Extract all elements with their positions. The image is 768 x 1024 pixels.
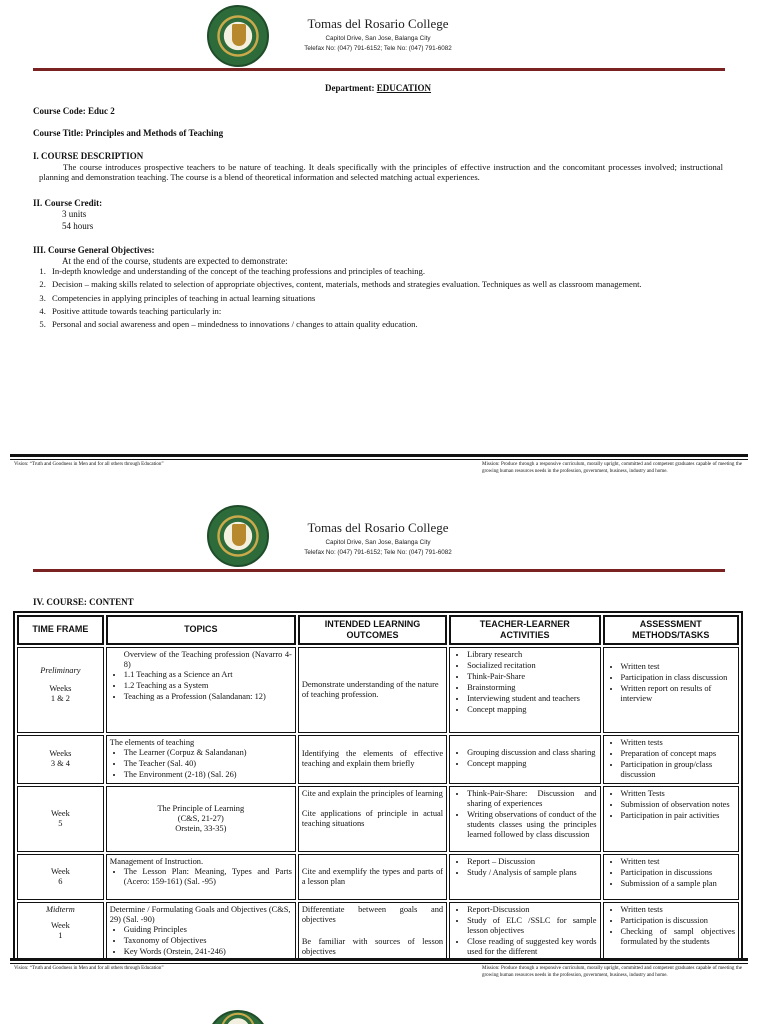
activities-cell <box>449 647 600 733</box>
time-frame-cell <box>17 854 104 900</box>
assessment-item: • Written test <box>621 857 735 867</box>
activity-item: • Think-Pair-Share: Discussion and sharing of experiences <box>467 789 596 809</box>
topic-item: • The Learner (Corpuz & Salandanan) <box>124 748 292 758</box>
objectives-intro: At the end of the course, students are expected to demonstrate: <box>62 256 288 266</box>
topics-cell <box>106 735 296 784</box>
column-header: TOPICS <box>106 615 296 645</box>
time-frame-cell <box>17 647 104 733</box>
credit-hours: 54 hours <box>62 221 94 231</box>
activity-item: • Concept mapping <box>467 759 596 769</box>
activity-item: • Study of ELC /SSLC for sample lesson objectives <box>467 916 596 936</box>
assessment-cell <box>603 735 739 784</box>
topic-line: The Principle of Learning <box>157 803 245 813</box>
column-header: INTENDED LEARNING OUTCOMES <box>298 615 447 645</box>
outcomes-cell <box>298 647 447 733</box>
topic-intro: The elements of teaching <box>109 737 195 747</box>
activity-list <box>453 905 596 957</box>
activity-item: • Brainstorming <box>467 683 596 693</box>
footer-divider <box>10 958 748 961</box>
activity-item: • Grouping discussion and class sharing <box>467 748 596 758</box>
credit-heading: II. Course Credit: <box>33 198 103 208</box>
topic-intro: Overview of the Teaching profession (Navarro 4-8) <box>123 649 292 669</box>
description-heading: I. COURSE DESCRIPTION <box>33 151 144 161</box>
assessment-item: • Written test <box>621 662 735 672</box>
header-divider <box>33 569 725 572</box>
college-address: Capitol Drive, San Jose, Balanga City <box>325 538 431 546</box>
department-label: Department: <box>324 83 375 93</box>
topic-list <box>110 670 292 702</box>
week-label: Week <box>50 808 70 818</box>
assessment-item: • Written tests <box>621 905 735 915</box>
week-number: 6 <box>58 876 63 886</box>
time-frame-cell <box>17 735 104 784</box>
topic-list <box>110 748 292 780</box>
table-header-row <box>17 615 739 645</box>
assessment-item: • Checking of sampl objectives formulated by the students <box>621 927 735 947</box>
activity-item: • Report-Discussion <box>467 905 596 915</box>
assessment-item: • Participation in pair activities <box>621 811 735 821</box>
description-text <box>39 162 723 183</box>
activity-item: • Socialized recitation <box>467 661 596 671</box>
outcomes-cell <box>298 735 447 784</box>
topics-cell <box>106 647 296 733</box>
description-text-body: The course introduces prospective teachers to be nature of teaching. It deals specifically with the principles of effective instruction and the concomitant processes involved; instructional planning and demonstration teaching. The course is a blend of theoretical information and selected matching actual experiences. <box>39 162 723 183</box>
topic-item: • The Environment (2-18) (Sal. 26) <box>124 770 292 780</box>
activity-item: • Writing observations of conduct of the students classes using the principles learned followed by class discussion <box>467 810 596 840</box>
table-row <box>17 735 739 784</box>
footer-divider-thin <box>10 459 748 460</box>
week-number: 5 <box>58 818 63 828</box>
footer-divider <box>10 454 748 457</box>
college-telephone: Telefax No: (047) 791-6152; Tele No: (047) 791-6082 <box>304 549 452 557</box>
department-line <box>0 83 756 94</box>
objectives-list <box>48 266 728 333</box>
department-value: EDUCATION <box>376 83 432 93</box>
activity-list <box>453 789 596 840</box>
topic-intro: Management of Instruction. <box>109 856 204 866</box>
objective-item: 4. Positive attitude towards teaching particularly in: <box>48 306 728 316</box>
topics-cell <box>106 902 296 964</box>
outcome-text: Demonstrate understanding of the nature of teaching profession. <box>301 679 439 699</box>
assessment-cell <box>603 902 739 964</box>
objective-item: 3. Competencies in applying principles of teaching in actual learning situations <box>48 293 728 303</box>
course-title: Course Title: Principles and Methods of Teaching <box>33 128 224 138</box>
topic-item: • The Lesson Plan: Meaning, Types and Parts (Acero: 159-161) (Sal. -95) <box>124 867 292 887</box>
week-number: 1 <box>58 931 63 941</box>
mission-text: Mission: Produce through a responsive curriculum, morally upright, committed and competent graduates capable of meeting the growing human resources needs in the profession, government, business, industry and home. <box>482 462 742 474</box>
outcomes-cell <box>298 854 447 900</box>
activity-item: • Interviewing student and teachers <box>467 694 596 704</box>
activities-cell <box>449 854 600 900</box>
activity-list <box>453 857 596 878</box>
topic-item: • Guiding Principles <box>124 925 292 935</box>
week-number: 1 & 2 <box>50 693 70 703</box>
outcome-text: Be familiar with sources of lesson objectives <box>301 937 444 957</box>
topic-intro: Determine / Formulating Goals and Objectives (C&S, 29) (Sal. -90) <box>109 904 291 924</box>
activity-item: • Report – Discussion <box>467 857 596 867</box>
activity-item: • Study / Analysis of sample plans <box>467 868 596 878</box>
table-row <box>17 786 739 852</box>
topic-line: Orstein, 33-35) <box>175 823 227 833</box>
time-frame-cell <box>17 786 104 852</box>
assessment-item: • Submission of observation notes <box>621 800 735 810</box>
college-header <box>278 16 478 53</box>
assessment-item: • Preparation of concept maps <box>621 749 735 759</box>
college-name: Tomas del Rosario College <box>307 520 449 535</box>
week-label: Weeks <box>49 749 72 759</box>
vision-text: Vision: “Truth and Goodness in Men and for all others through Education” <box>14 462 164 467</box>
assessment-cell <box>603 647 739 733</box>
course-content-table <box>13 611 743 968</box>
assessment-item: • Submission of a sample plan <box>621 879 735 889</box>
activity-item: • Concept mapping <box>467 705 596 715</box>
topic-item: • 1.2 Teaching as a System <box>124 681 292 691</box>
assessment-list <box>607 662 735 704</box>
assessment-item: • Written Tests <box>621 789 735 799</box>
outcome-text: Identifying the elements of effective teaching and explain them briefly <box>301 749 444 769</box>
assessment-list <box>607 789 735 821</box>
course-code: Course Code: Educ 2 <box>33 106 115 116</box>
week-number: 3 & 4 <box>50 759 70 769</box>
assessment-item: • Participation in group/class discussion <box>621 760 735 780</box>
topic-item: • Taxonomy of Objectives <box>124 936 292 946</box>
topic-item: • The Teacher (Sal. 40) <box>124 759 292 769</box>
activity-list <box>453 748 596 769</box>
table-row <box>17 647 739 733</box>
column-header: TIME FRAME <box>17 615 104 645</box>
college-name: Tomas del Rosario College <box>307 16 449 31</box>
content-heading: IV. COURSE: CONTENT <box>33 597 134 607</box>
topics-cell <box>106 854 296 900</box>
topic-list <box>110 867 292 887</box>
topic-item: • Teaching as a Profession (Salandanan: 12) <box>124 692 292 702</box>
assessment-item: • Participation in discussions <box>621 868 735 878</box>
week-label: Week <box>50 866 70 876</box>
term-label: Preliminary <box>40 665 81 675</box>
college-seal <box>207 5 269 67</box>
time-frame-cell <box>17 902 104 964</box>
activities-cell <box>449 786 600 852</box>
assessment-cell <box>603 854 739 900</box>
topics-cell <box>106 786 296 852</box>
footer-divider-thin <box>10 963 748 964</box>
column-header: ASSESSMENT METHODS/TASKS <box>603 615 739 645</box>
college-header <box>278 520 478 557</box>
outcomes-cell <box>298 786 447 852</box>
topic-item: • Key Words (Orstein, 241-246) <box>124 947 292 957</box>
outcome-text: Differentiate between goals and objectives <box>301 904 444 924</box>
assessment-list <box>607 857 735 889</box>
week-label: Week <box>50 920 70 930</box>
table-row <box>17 854 739 900</box>
objective-item: 2. Decision – making skills related to selection of appropriate objectives, content, materials, methods and strategies evaluation. Techniques as well as classroom management. <box>48 279 728 289</box>
term-label: Midterm <box>45 904 75 914</box>
column-header: TEACHER-LEARNER ACTIVITIES <box>449 615 600 645</box>
activity-list <box>453 650 596 715</box>
assessment-list <box>607 738 735 780</box>
activities-cell <box>449 902 600 964</box>
topic-line: (C&S, 21-27) <box>177 813 224 823</box>
college-address: Capitol Drive, San Jose, Balanga City <box>325 34 431 42</box>
outcome-text: Cite and explain the principles of learning <box>301 788 443 798</box>
assessment-cell <box>603 786 739 852</box>
table-row <box>17 902 739 964</box>
assessment-list <box>607 905 735 947</box>
week-label: Weeks <box>49 683 72 693</box>
vision-text: Vision: “Truth and Goodness in Men and for all others through Education” <box>14 966 164 971</box>
activities-cell <box>449 735 600 784</box>
college-seal <box>207 505 269 567</box>
outcomes-cell <box>298 902 447 964</box>
college-telephone: Telefax No: (047) 791-6152; Tele No: (047) 791-6082 <box>304 45 452 53</box>
header-divider <box>33 68 725 71</box>
objective-item: 1. In-depth knowledge and understanding of the concept of the teaching professions and principles of teaching. <box>48 266 728 276</box>
topic-list <box>110 925 292 957</box>
activity-item: • Close reading of suggested key words used for the different <box>467 937 596 957</box>
activity-item: • Think-Pair-Share <box>467 672 596 682</box>
mission-text: Mission: Produce through a responsive curriculum, morally upright, committed and competent graduates capable of meeting the growing human resources needs in the profession, government, business, industry and home. <box>482 966 742 978</box>
assessment-item: • Written report on results of interview <box>621 684 735 704</box>
assessment-item: • Written tests <box>621 738 735 748</box>
topic-item: • 1.1 Teaching as a Science an Art <box>124 670 292 680</box>
outcome-text: Cite and exemplify the types and parts of a lesson plan <box>301 866 444 886</box>
objective-item: 5. Personal and social awareness and open – mindedness to innovations / changes to attain quality education. <box>48 319 728 329</box>
activity-item: • Library research <box>467 650 596 660</box>
credit-units: 3 units <box>62 209 87 219</box>
assessment-item: • Participation in class discussion <box>621 673 735 683</box>
assessment-item: • Participation is discussion <box>621 916 735 926</box>
outcome-text: Cite applications of principle in actual teaching situations <box>301 808 444 829</box>
objectives-heading: III. Course General Objectives: <box>33 245 155 255</box>
